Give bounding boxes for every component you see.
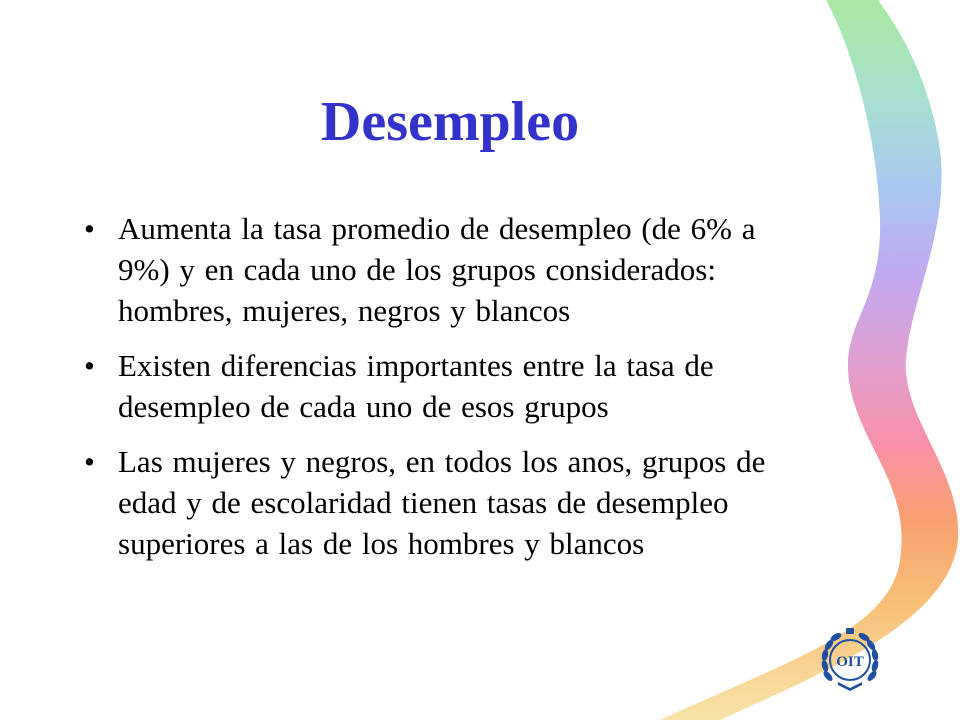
bullet-dot: • xyxy=(84,348,95,383)
ilo-logo-icon xyxy=(818,624,882,692)
bullet-dot: • xyxy=(84,444,95,479)
bullet-item xyxy=(82,345,802,427)
bullet-text: Existen diferencias importantes entre la tasa de desempleo de cada uno de esos grupos xyxy=(118,348,714,424)
bullet-text: Las mujeres y negros, en todos los anos, grupos de edad y de escolaridad tienen tasas de desempleo superiores a las de los hombres y blancos xyxy=(118,444,766,561)
bullet-list xyxy=(82,208,802,578)
bullet-dot: • xyxy=(84,211,95,246)
logo-text: OIT xyxy=(836,654,864,670)
bullet-text: Aumenta la tasa promedio de desempleo (de 6% a 9%) y en cada uno de los grupos considerados: hombres, mujeres, negros y blancos xyxy=(118,211,756,328)
slide-title: Desempleo xyxy=(320,91,580,153)
bullet-item xyxy=(82,208,802,331)
bullet-item xyxy=(82,441,802,564)
